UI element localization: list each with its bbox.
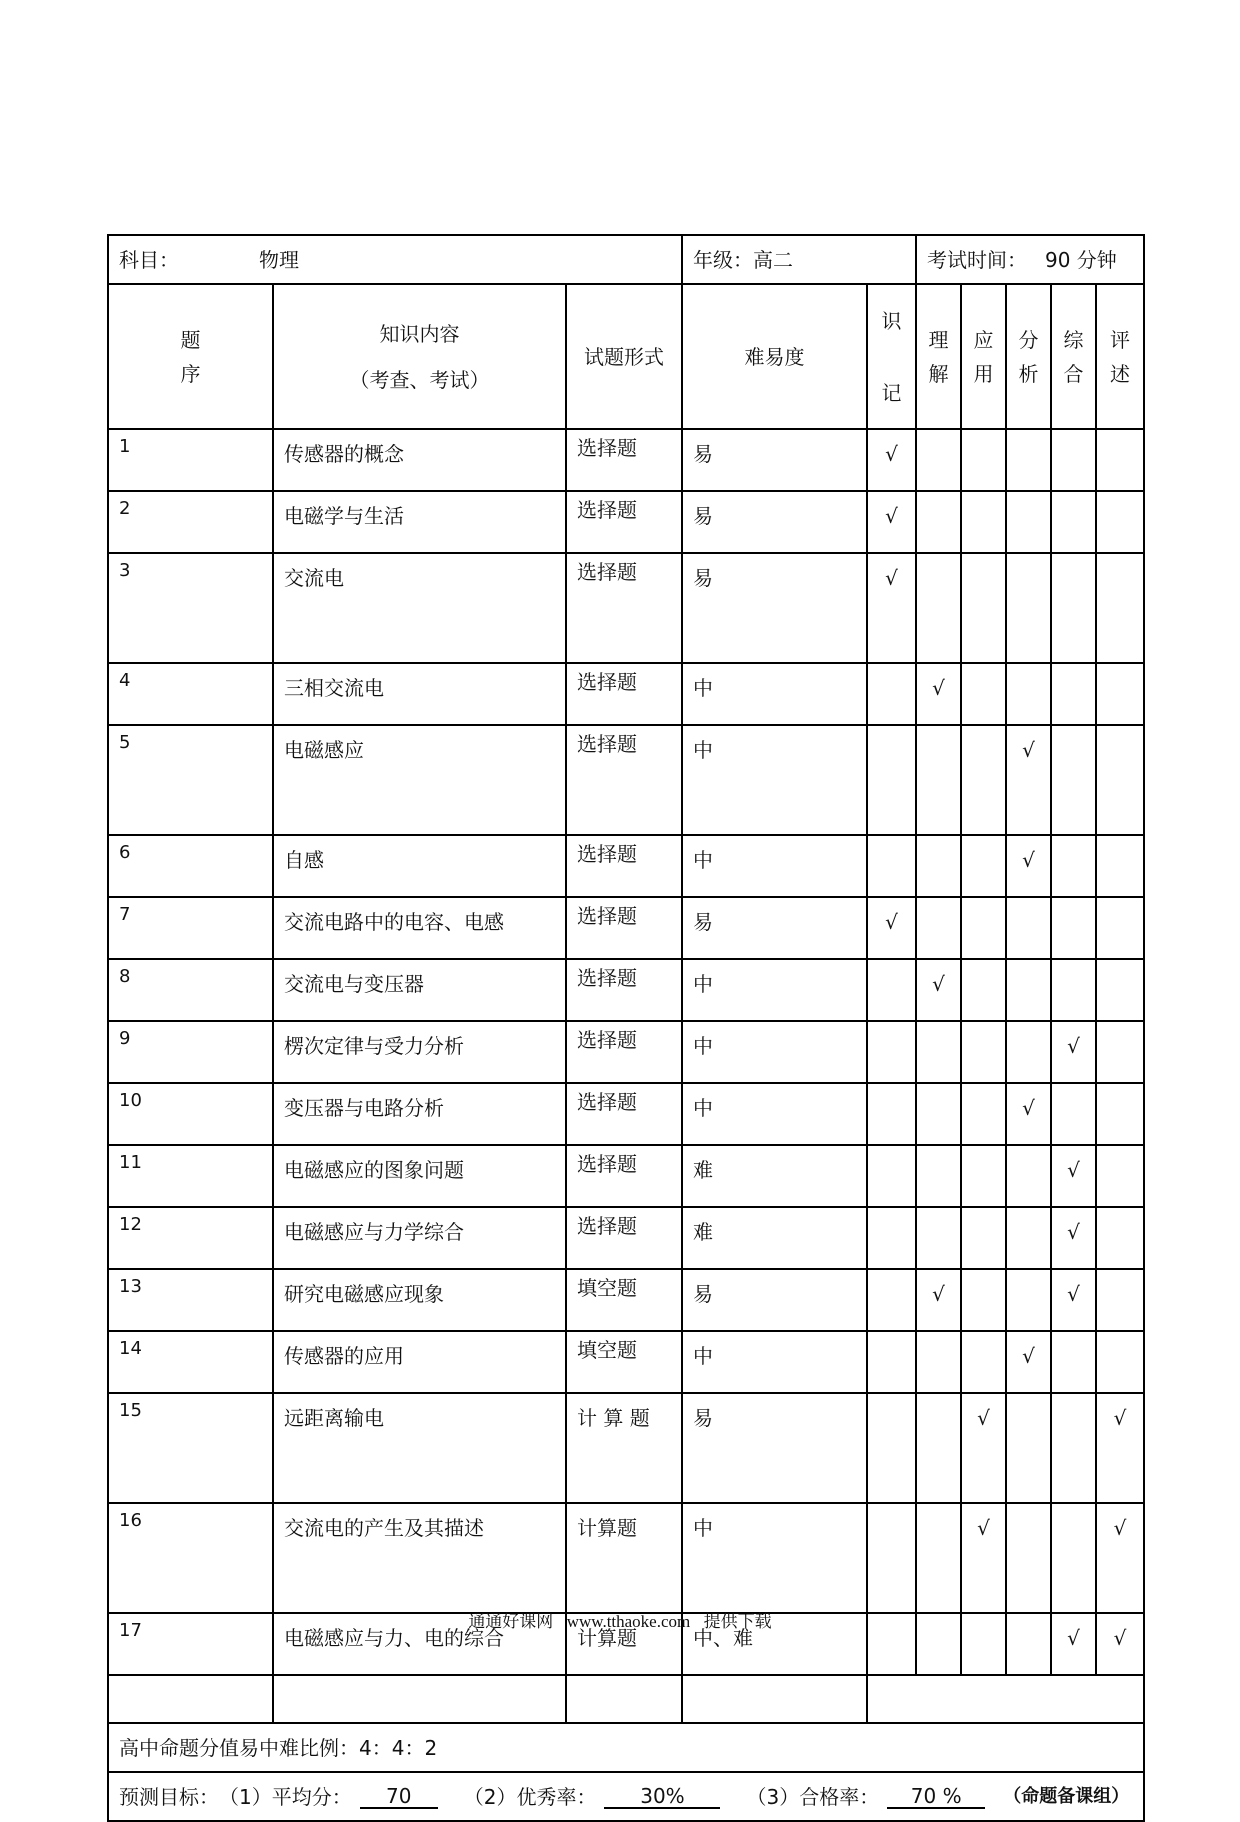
row-level-synthesize	[1051, 491, 1096, 553]
row-level-synthesize	[1051, 1207, 1096, 1269]
row-level-apply	[961, 1021, 1006, 1083]
row-difficulty: 易	[682, 897, 867, 959]
row-format: 选择题	[566, 663, 682, 725]
check-mark: √	[1067, 1220, 1080, 1244]
row-number: 5	[108, 725, 273, 835]
row-level-analyze	[1006, 1503, 1051, 1613]
check-mark: √	[885, 504, 898, 528]
row-level-recall	[867, 1021, 916, 1083]
row-level-apply	[961, 725, 1006, 835]
row-level-understand	[916, 553, 961, 663]
check-mark: √	[1113, 1406, 1127, 1430]
row-format: 计 算 题	[566, 1393, 682, 1503]
row-level-understand	[916, 1083, 961, 1145]
row-level-recall	[867, 491, 916, 553]
row-level-apply	[961, 553, 1006, 663]
row-level-evaluate	[1096, 663, 1144, 725]
row-level-evaluate	[1096, 491, 1144, 553]
row-level-understand	[916, 1393, 961, 1503]
check-mark: √	[885, 442, 898, 466]
header-level-apply-2: 用	[973, 361, 994, 386]
row-number: 17	[108, 1613, 273, 1675]
row-knowledge: 传感器的概念	[273, 429, 566, 491]
table-row	[108, 835, 1144, 897]
row-level-recall	[867, 429, 916, 491]
row-number: 1	[108, 429, 273, 491]
check-mark: √	[1113, 1516, 1127, 1540]
row-level-recall	[867, 553, 916, 663]
check-mark: √	[1067, 1282, 1080, 1306]
target-pass-label: （3）合格率：	[746, 1784, 880, 1809]
check-mark: √	[932, 676, 945, 700]
row-level-evaluate	[1096, 1207, 1144, 1269]
row-format: 选择题	[566, 1145, 682, 1207]
row-format: 填空题	[566, 1331, 682, 1393]
row-level-recall	[867, 959, 916, 1021]
check-mark: √	[1067, 1034, 1080, 1058]
target-group-label: （命题备课组）	[1003, 1785, 1130, 1807]
row-knowledge: 交流电与变压器	[273, 959, 566, 1021]
row-knowledge: 楞次定律与受力分析	[273, 1021, 566, 1083]
row-level-synthesize	[1051, 1021, 1096, 1083]
table-row	[108, 1331, 1144, 1393]
row-knowledge: 远距离输电	[273, 1393, 566, 1503]
subject-value: 物理	[259, 247, 299, 272]
row-level-synthesize	[1051, 1331, 1096, 1393]
row-difficulty: 易	[682, 491, 867, 553]
row-number: 15	[108, 1393, 273, 1503]
row-level-evaluate	[1096, 1145, 1144, 1207]
row-level-apply	[961, 1393, 1006, 1503]
subject-cell	[108, 235, 682, 284]
row-difficulty: 中	[682, 1083, 867, 1145]
row-level-synthesize	[1051, 897, 1096, 959]
row-format: 选择题	[566, 959, 682, 1021]
time-value: 90 分钟	[1045, 247, 1117, 272]
table-row	[108, 897, 1144, 959]
row-level-recall	[867, 1145, 916, 1207]
target-excellent-label: （2）优秀率：	[463, 1784, 597, 1809]
header-level-recall-2: 记	[881, 380, 902, 405]
row-level-recall	[867, 1393, 916, 1503]
row-knowledge: 自感	[273, 835, 566, 897]
row-number: 3	[108, 553, 273, 663]
check-mark: √	[932, 972, 945, 996]
row-format: 选择题	[566, 1021, 682, 1083]
row-format: 计算题	[566, 1503, 682, 1613]
empty-cell	[682, 1675, 867, 1723]
row-number: 13	[108, 1269, 273, 1331]
row-level-evaluate	[1096, 1083, 1144, 1145]
row-level-analyze	[1006, 897, 1051, 959]
row-level-apply	[961, 1145, 1006, 1207]
row-difficulty: 中、难	[682, 1613, 867, 1675]
row-level-recall	[867, 1269, 916, 1331]
header-index	[108, 284, 273, 429]
row-format: 计算题	[566, 1613, 682, 1675]
target-cell	[108, 1772, 1144, 1821]
row-level-analyze	[1006, 1269, 1051, 1331]
row-knowledge: 研究电磁感应现象	[273, 1269, 566, 1331]
header-level-recall-1: 识	[881, 308, 902, 333]
empty-cell	[867, 1675, 1144, 1723]
row-difficulty: 中	[682, 835, 867, 897]
row-level-analyze	[1006, 1207, 1051, 1269]
target-label: 预测目标：	[119, 1784, 219, 1809]
row-level-analyze	[1006, 429, 1051, 491]
row-difficulty: 易	[682, 553, 867, 663]
header-level-evaluate	[1096, 284, 1144, 429]
table-row	[108, 1393, 1144, 1503]
row-difficulty: 中	[682, 1331, 867, 1393]
header-level-synthesize-1: 综	[1063, 327, 1084, 352]
header-level-understand	[916, 284, 961, 429]
row-level-apply	[961, 959, 1006, 1021]
row-level-apply	[961, 897, 1006, 959]
row-difficulty: 易	[682, 1393, 867, 1503]
header-knowledge-title: 知识内容	[379, 321, 460, 346]
row-level-recall	[867, 835, 916, 897]
row-level-recall	[867, 1207, 916, 1269]
header-level-understand-2: 解	[928, 361, 949, 386]
row-level-evaluate	[1096, 1269, 1144, 1331]
check-mark: √	[1022, 848, 1035, 872]
empty-cell	[566, 1675, 682, 1723]
row-format: 填空题	[566, 1269, 682, 1331]
check-mark: √	[1022, 1096, 1035, 1120]
header-level-analyze	[1006, 284, 1051, 429]
row-knowledge: 电磁感应	[273, 725, 566, 835]
row-level-evaluate	[1096, 897, 1144, 959]
check-mark: √	[1067, 1158, 1080, 1182]
table-row	[108, 663, 1144, 725]
row-format: 选择题	[566, 1083, 682, 1145]
header-level-analyze-1: 分	[1018, 327, 1039, 352]
table-row	[108, 429, 1144, 491]
target-excellent-value: 30%	[604, 1785, 720, 1809]
row-level-recall	[867, 1083, 916, 1145]
row-difficulty: 难	[682, 1145, 867, 1207]
row-knowledge: 交流电路中的电容、电感	[273, 897, 566, 959]
row-level-apply	[961, 835, 1006, 897]
row-level-understand	[916, 1269, 961, 1331]
row-number: 10	[108, 1083, 273, 1145]
row-level-analyze	[1006, 1021, 1051, 1083]
check-mark: √	[1022, 738, 1035, 762]
table-row	[108, 491, 1144, 553]
exam-blueprint-table	[107, 234, 1145, 1822]
header-level-evaluate-2: 述	[1110, 361, 1130, 386]
row-level-apply	[961, 1503, 1006, 1613]
ratio-text: 高中命题分值易中难比例：4：4：2	[108, 1723, 1144, 1772]
header-index-char-1: 题	[180, 327, 201, 352]
row-level-evaluate	[1096, 553, 1144, 663]
table-row	[108, 1145, 1144, 1207]
row-level-analyze	[1006, 959, 1051, 1021]
header-format: 试题形式	[566, 284, 682, 429]
check-mark: √	[977, 1516, 990, 1540]
row-level-analyze	[1006, 1145, 1051, 1207]
row-format: 选择题	[566, 491, 682, 553]
row-level-apply	[961, 1207, 1006, 1269]
row-level-recall	[867, 725, 916, 835]
row-level-synthesize	[1051, 663, 1096, 725]
row-knowledge: 电磁感应的图象问题	[273, 1145, 566, 1207]
row-level-understand	[916, 1021, 961, 1083]
row-number: 12	[108, 1207, 273, 1269]
row-level-evaluate	[1096, 959, 1144, 1021]
grade-cell	[682, 235, 916, 284]
row-level-recall	[867, 1503, 916, 1613]
row-level-recall	[867, 897, 916, 959]
check-mark: √	[1067, 1626, 1080, 1650]
row-difficulty: 易	[682, 429, 867, 491]
empty-row	[108, 1675, 1144, 1723]
header-level-apply	[961, 284, 1006, 429]
time-label: 考试时间：	[927, 247, 1027, 272]
row-level-apply	[961, 429, 1006, 491]
row-level-apply	[961, 491, 1006, 553]
row-level-understand	[916, 897, 961, 959]
row-knowledge: 交流电的产生及其描述	[273, 1503, 566, 1613]
row-level-evaluate	[1096, 1503, 1144, 1613]
row-level-analyze	[1006, 553, 1051, 663]
table-row	[108, 1269, 1144, 1331]
row-level-apply	[961, 1083, 1006, 1145]
row-level-synthesize	[1051, 1503, 1096, 1613]
bottom-note-url[interactable]: www.tthaoke.com	[566, 1612, 691, 1631]
header-level-synthesize-2: 合	[1063, 361, 1084, 386]
table-row	[108, 1021, 1144, 1083]
empty-cell	[273, 1675, 566, 1723]
column-header-row	[108, 284, 1144, 429]
row-level-understand	[916, 491, 961, 553]
header-level-analyze-2: 析	[1018, 361, 1039, 386]
check-mark: √	[1022, 1344, 1035, 1368]
row-level-synthesize	[1051, 835, 1096, 897]
check-mark: √	[977, 1406, 990, 1430]
table-row	[108, 1503, 1144, 1613]
row-number: 9	[108, 1021, 273, 1083]
header-level-understand-1: 理	[928, 327, 949, 352]
row-level-understand	[916, 1145, 961, 1207]
info-row	[108, 235, 1144, 284]
row-level-analyze	[1006, 835, 1051, 897]
row-knowledge: 交流电	[273, 553, 566, 663]
row-knowledge: 三相交流电	[273, 663, 566, 725]
row-number: 2	[108, 491, 273, 553]
row-level-recall	[867, 1331, 916, 1393]
table-row	[108, 553, 1144, 663]
target-avg-value: 70	[360, 1785, 438, 1809]
row-level-understand	[916, 1503, 961, 1613]
table-row	[108, 725, 1144, 835]
header-level-apply-1: 应	[973, 327, 994, 352]
row-level-analyze	[1006, 725, 1051, 835]
row-level-evaluate	[1096, 1393, 1144, 1503]
row-level-analyze	[1006, 491, 1051, 553]
row-level-understand	[916, 429, 961, 491]
row-level-analyze	[1006, 663, 1051, 725]
row-level-recall	[867, 663, 916, 725]
row-knowledge: 电磁学与生活	[273, 491, 566, 553]
row-format: 选择题	[566, 897, 682, 959]
row-difficulty: 难	[682, 1207, 867, 1269]
row-number: 11	[108, 1145, 273, 1207]
row-difficulty: 中	[682, 725, 867, 835]
target-pass-value: 70 %	[887, 1785, 985, 1809]
row-level-synthesize	[1051, 725, 1096, 835]
check-mark: √	[932, 1282, 945, 1306]
row-knowledge: 变压器与电路分析	[273, 1083, 566, 1145]
row-level-apply	[961, 1331, 1006, 1393]
grade-label: 年级：高二	[693, 247, 793, 272]
row-format: 选择题	[566, 553, 682, 663]
bottom-note-site: 通通好课网	[468, 1612, 554, 1632]
row-difficulty: 中	[682, 663, 867, 725]
row-level-evaluate	[1096, 1021, 1144, 1083]
row-number: 14	[108, 1331, 273, 1393]
row-level-evaluate	[1096, 725, 1144, 835]
row-level-synthesize	[1051, 1269, 1096, 1331]
row-level-evaluate	[1096, 1331, 1144, 1393]
row-format: 选择题	[566, 835, 682, 897]
row-difficulty: 易	[682, 1269, 867, 1331]
table-row	[108, 1083, 1144, 1145]
row-level-apply	[961, 1269, 1006, 1331]
row-level-understand	[916, 959, 961, 1021]
table-row	[108, 1207, 1144, 1269]
row-level-analyze	[1006, 1083, 1051, 1145]
row-level-synthesize	[1051, 1145, 1096, 1207]
header-difficulty: 难易度	[682, 284, 867, 429]
row-difficulty: 中	[682, 1503, 867, 1613]
header-level-recall	[867, 284, 916, 429]
target-row	[108, 1772, 1144, 1821]
row-knowledge: 电磁感应与力学综合	[273, 1207, 566, 1269]
row-number: 6	[108, 835, 273, 897]
row-level-understand	[916, 1331, 961, 1393]
row-level-evaluate	[1096, 835, 1144, 897]
row-format: 选择题	[566, 1207, 682, 1269]
row-level-synthesize	[1051, 429, 1096, 491]
bottom-note-suffix: 提供下载	[703, 1612, 772, 1632]
header-knowledge	[273, 284, 566, 429]
ratio-row	[108, 1723, 1144, 1772]
header-level-synthesize	[1051, 284, 1096, 429]
row-number: 4	[108, 663, 273, 725]
row-level-analyze	[1006, 1393, 1051, 1503]
header-level-evaluate-1: 评	[1110, 327, 1130, 352]
row-level-understand	[916, 663, 961, 725]
row-level-synthesize	[1051, 1083, 1096, 1145]
row-format: 选择题	[566, 429, 682, 491]
row-knowledge: 电磁感应与力、电的综合	[273, 1613, 566, 1675]
row-level-understand	[916, 1207, 961, 1269]
check-mark: √	[885, 566, 898, 590]
header-index-char-2: 序	[180, 361, 201, 386]
row-difficulty: 中	[682, 959, 867, 1021]
target-avg-label: （1）平均分：	[219, 1784, 352, 1809]
header-knowledge-sub: （考查、考试）	[349, 367, 490, 392]
subject-label: 科目：	[119, 247, 179, 272]
time-cell	[916, 235, 1144, 284]
bottom-note	[0, 1607, 1240, 1632]
row-level-analyze	[1006, 1331, 1051, 1393]
row-level-understand	[916, 835, 961, 897]
row-number: 7	[108, 897, 273, 959]
empty-cell	[108, 1675, 273, 1723]
row-level-synthesize	[1051, 553, 1096, 663]
row-format: 选择题	[566, 725, 682, 835]
row-difficulty: 中	[682, 1021, 867, 1083]
row-level-apply	[961, 663, 1006, 725]
check-mark: √	[885, 910, 898, 934]
row-knowledge: 传感器的应用	[273, 1331, 566, 1393]
row-level-synthesize	[1051, 959, 1096, 1021]
row-number: 16	[108, 1503, 273, 1613]
row-level-synthesize	[1051, 1393, 1096, 1503]
check-mark: √	[1113, 1626, 1127, 1650]
table-row	[108, 959, 1144, 1021]
row-level-understand	[916, 725, 961, 835]
row-number: 8	[108, 959, 273, 1021]
row-level-evaluate	[1096, 429, 1144, 491]
